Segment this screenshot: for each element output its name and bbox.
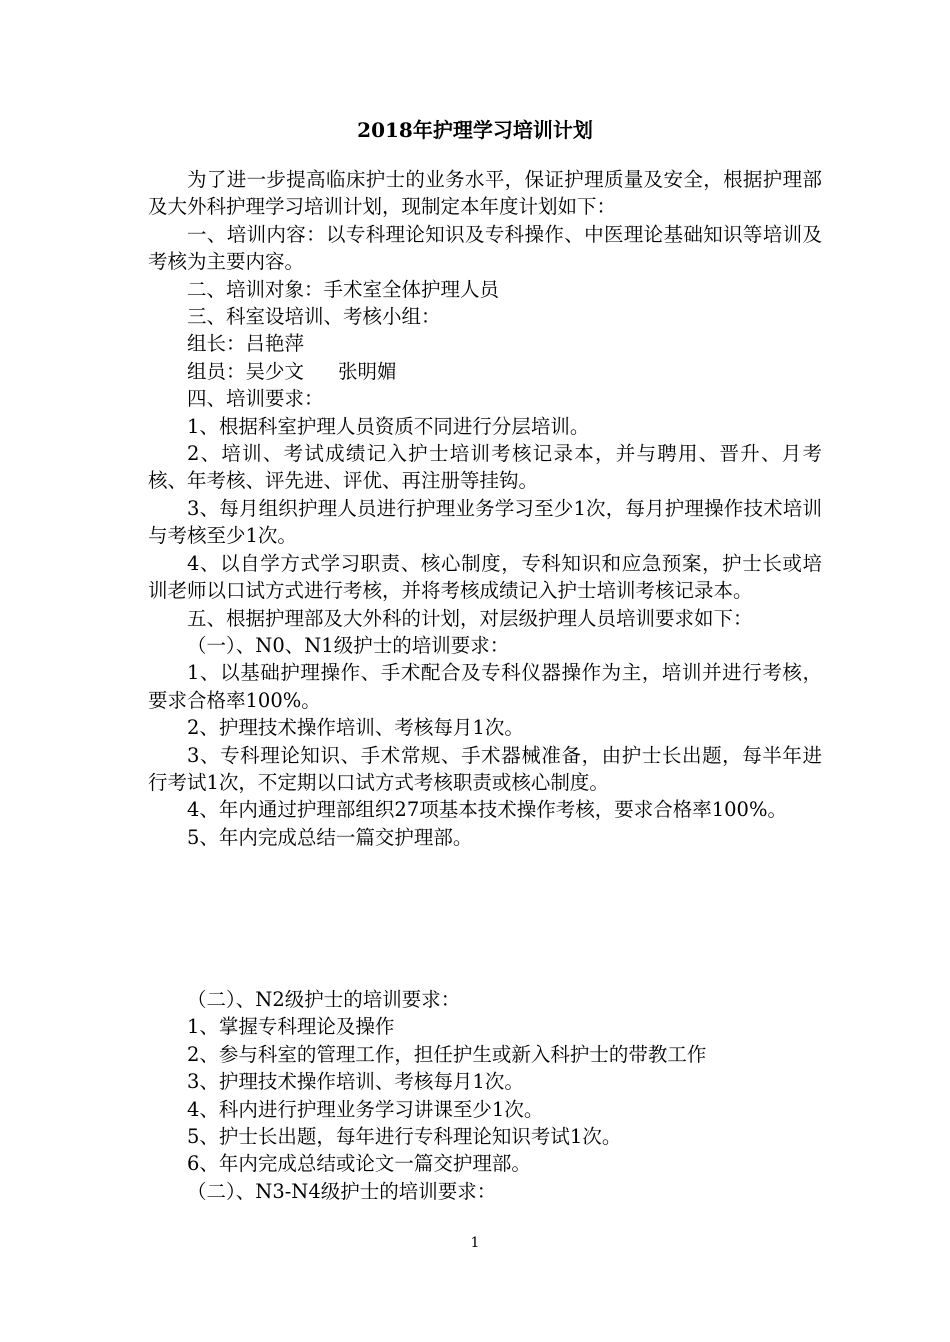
group-leader-line: 组长：吕艳萍	[187, 332, 305, 356]
n2-item-3: 3、护理技术操作培训、考核每月1次。	[187, 1070, 524, 1094]
requirement-item-2: 2、培训、考试成绩记入护士培训考核记录本，并与聘用、晋升、月考核、年考核、评先进、评优、再注册等挂钩。	[148, 442, 822, 493]
section-training-target: 二、培训对象：手术室全体护理人员	[187, 277, 500, 301]
n0-n1-item-4: 4、年内通过护理部组织27项基本技术操作考核，要求合格率100%。	[187, 798, 787, 822]
n3-n4-heading: （二）、N3-N4级护士的培训要求：	[187, 1179, 497, 1203]
n0-n1-heading: （一）、N0、N1级护士的培训要求：	[187, 633, 510, 657]
document-body-part2	[148, 986, 822, 1205]
n0-n1-item-3: 3、专科理论知识、手术常规、手术器械准备，由护士长出题，每半年进行考试1次，不定期以口试方式考核职责或核心制度。	[148, 743, 822, 794]
group-members-second: 张明媚	[338, 359, 397, 383]
n2-item-5: 5、护士长出题，每年进行专科理论知识考试1次。	[187, 1125, 622, 1149]
section-training-content: 一、培训内容：以专科理论知识及专科操作、中医理论基础知识等培训及考核为主要内容。	[148, 222, 822, 274]
n2-item-2: 2、参与科室的管理工作，担任护生或新入科护士的带教工作	[187, 1042, 707, 1066]
intro-paragraph: 为了进一步提高临床护士的业务水平，保证护理质量及安全，根据护理部及大外科护理学习培训计划，现制定本年度计划如下：	[148, 168, 822, 219]
requirement-item-4: 4、以自学方式学习职责、核心制度，专科知识和应急预案，护士长或培训老师以口试方式进行考核，并将考核成绩记入护士培训考核记录本。	[148, 551, 822, 603]
n2-item-1: 1、掌握专科理论及操作	[187, 1015, 395, 1039]
n0-n1-item-1: 1、以基础护理操作、手术配合及专科仪器操作为主，培训并进行考核，要求合格率100%。	[148, 661, 822, 712]
section-tiered-training: 五、根据护理部及大外科的计划，对层级护理人员培训要求如下：	[187, 606, 753, 630]
document-body-part1	[148, 166, 822, 851]
group-members-line	[148, 358, 822, 385]
section-training-group: 三、科室设培训、考核小组：	[187, 305, 441, 329]
n2-heading: （二）、N2级护士的培训要求：	[187, 988, 461, 1011]
document-title: 2018年护理学习培训计划	[357, 118, 593, 142]
n0-n1-item-2: 2、护理技术操作培训、考核每月1次。	[187, 716, 524, 740]
requirement-item-1: 1、根据科室护理人员资质不同进行分层培训。	[187, 414, 590, 438]
section-requirements: 四、培训要求：	[187, 387, 324, 411]
group-members-first: 组员：吴少文	[187, 359, 305, 383]
requirement-item-3: 3、每月组织护理人员进行护理业务学习至少1次，每月护理操作技术培训与考核至少1次。	[148, 496, 822, 548]
page-number: 1	[470, 1235, 480, 1251]
n2-item-4: 4、科内进行护理业务学习讲课至少1次。	[187, 1097, 544, 1121]
n2-item-6: 6、年内完成总结或论文一篇交护理部。	[187, 1152, 531, 1176]
n0-n1-item-5: 5、年内完成总结一篇交护理部。	[187, 825, 473, 849]
